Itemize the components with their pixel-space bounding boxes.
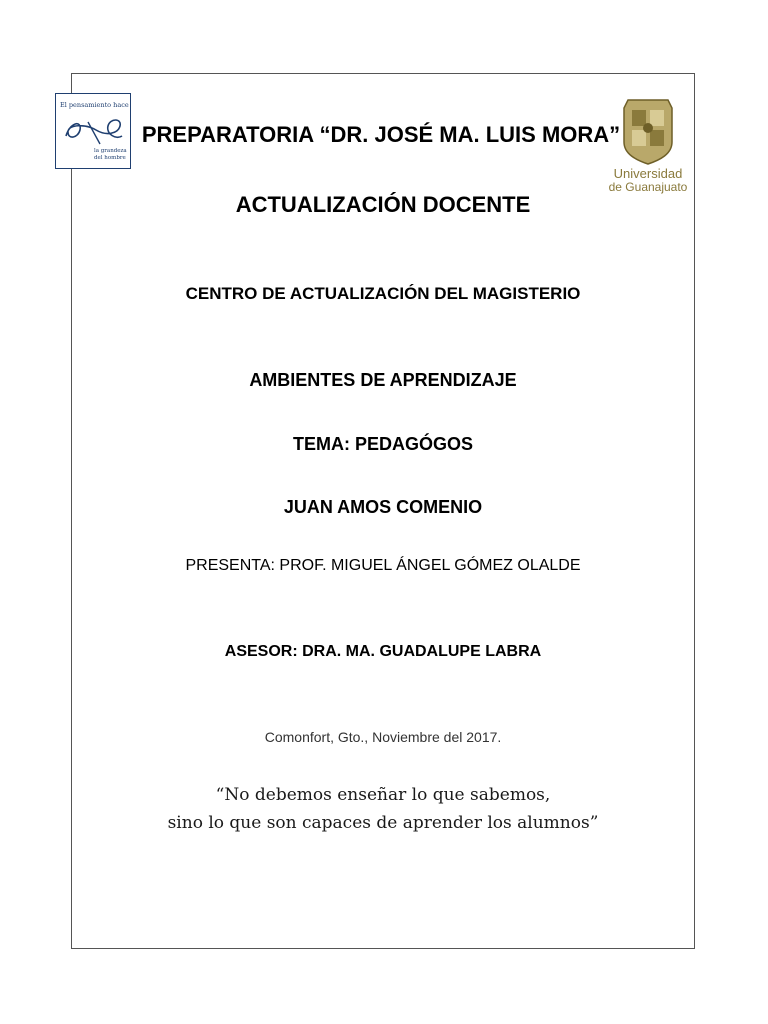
advisor-line: ASESOR: DRA. MA. GUADALUPE LABRA [224, 643, 542, 660]
presenter-line: PRESENTA: PROF. MIGUEL ÁNGEL GÓMEZ OLALDE [185, 557, 581, 574]
shield-quarter-2 [650, 110, 664, 126]
school-emblem-graphic [56, 94, 130, 168]
emblem-quill [88, 122, 100, 144]
school-emblem-icon [55, 93, 131, 169]
shield-quarter-4 [650, 130, 664, 146]
school-title: PREPARATORIA “DR. JOSÉ MA. LUIS MORA” [141, 122, 621, 147]
quote-line-1: “No debemos enseñar lo que sabemos, [215, 785, 551, 805]
emblem-bottom-text-2: del hombre [94, 155, 126, 161]
emblem-flourish [66, 120, 122, 137]
university-name-line-2: de Guanajuato [608, 180, 688, 194]
program-title: ACTUALIZACIÓN DOCENTE [235, 192, 531, 217]
emblem-bottom-text-1: la grandeza [94, 148, 127, 154]
quote [71, 781, 695, 837]
quote-line-2: sino lo que son capaces de aprender los alumnos” [167, 813, 599, 833]
place-date: Comonfort, Gto., Noviembre del 2017. [264, 729, 502, 745]
shield-quarter-3 [632, 130, 646, 146]
shield-center [643, 123, 653, 133]
emblem-top-text: El pensamiento hace [60, 101, 129, 109]
subject-name: JUAN AMOS COMENIO [283, 497, 483, 517]
center-name: CENTRO DE ACTUALIZACIÓN DEL MAGISTERIO [185, 284, 581, 303]
shield-quarter-1 [632, 110, 646, 126]
topic-line: TEMA: PEDAGÓGOS [292, 434, 473, 454]
university-name-line-1: Universidad [613, 166, 683, 181]
course-name: AMBIENTES DE APRENDIZAJE [249, 370, 517, 390]
